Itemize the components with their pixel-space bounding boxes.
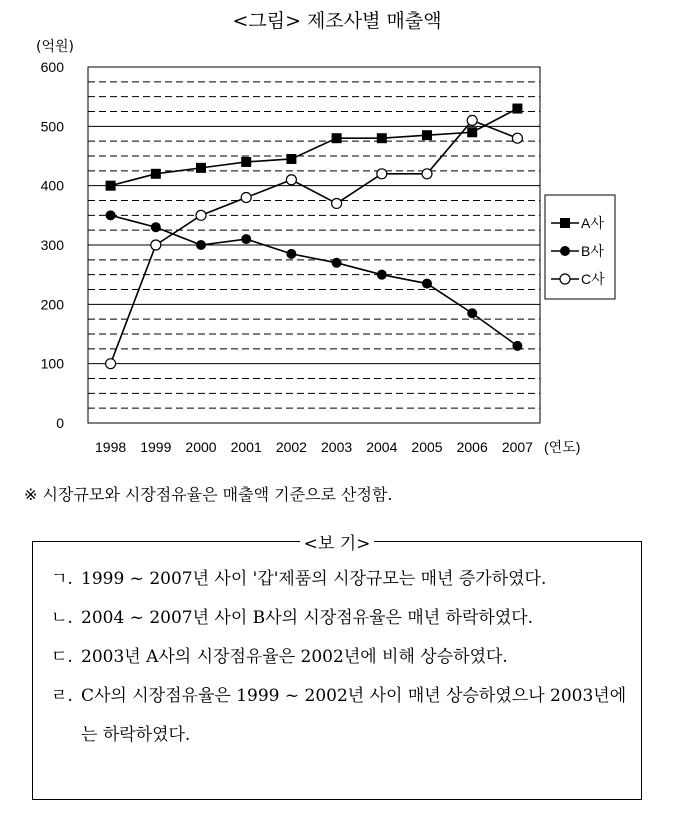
x-axis-unit: (연도): [544, 439, 581, 455]
data-point-0: [467, 127, 477, 137]
data-point-1: [196, 240, 206, 250]
x-tick-label: 2003: [321, 439, 353, 455]
data-point-2: [241, 193, 251, 203]
data-point-0: [422, 130, 432, 140]
x-tick-label: 2001: [230, 439, 262, 455]
data-point-0: [286, 154, 296, 164]
x-tick-label: 1999: [140, 439, 172, 455]
data-point-2: [286, 175, 296, 185]
data-point-1: [512, 341, 522, 351]
data-point-1: [151, 222, 161, 232]
data-point-2: [196, 210, 206, 220]
legend-label: B사: [581, 243, 604, 259]
legend-marker: [560, 246, 570, 256]
series-line-2: [111, 120, 518, 363]
option-marker: ㄷ.: [51, 647, 73, 667]
option-marker: ㄹ.: [51, 686, 73, 706]
data-point-2: [467, 115, 477, 125]
y-axis-unit: (억원): [36, 39, 74, 55]
data-point-0: [332, 133, 342, 143]
option-item: [51, 677, 631, 755]
y-tick-label: 100: [40, 355, 64, 372]
y-tick-label: 500: [40, 118, 64, 135]
x-tick-label: 2006: [456, 439, 488, 455]
data-point-1: [332, 258, 342, 268]
data-point-0: [106, 181, 116, 191]
option-item: [51, 638, 631, 677]
data-point-1: [377, 270, 387, 280]
data-point-2: [422, 169, 432, 179]
y-tick-label: 300: [40, 237, 64, 253]
x-tick-label: 2002: [275, 439, 307, 455]
series-line-0: [111, 109, 518, 186]
x-tick-label: 2000: [185, 439, 217, 455]
data-point-0: [241, 157, 251, 167]
data-point-2: [332, 198, 342, 208]
option-item: [51, 560, 631, 599]
legend-marker: [560, 218, 570, 228]
x-tick-label: 2007: [501, 439, 533, 455]
option-marker: ㄱ.: [51, 569, 73, 589]
data-point-0: [196, 163, 206, 173]
figure-title: <그림> 제조사별 매출액: [232, 10, 442, 32]
data-point-0: [377, 133, 387, 143]
options-box-title: <보 기>: [33, 529, 641, 554]
x-tick-label: 2004: [366, 439, 398, 455]
options-list: [51, 560, 631, 755]
data-point-2: [512, 133, 522, 143]
option-text: 2003년 A사의 시장점유율은 2002년에 비해 상승하였다.: [81, 647, 508, 667]
legend-label: C사: [581, 271, 605, 287]
y-tick-label: 400: [40, 177, 64, 194]
data-point-2: [151, 240, 161, 250]
option-text: 1999 ~ 2007년 사이 '갑'제품의 시장규모는 매년 증가하였다.: [81, 569, 547, 589]
data-point-1: [241, 234, 251, 244]
footnote: ※ 시장규모와 시장점유율은 매출액 기준으로 산정함.: [24, 485, 393, 504]
y-tick-label: 200: [40, 296, 64, 313]
x-tick-label: 1998: [95, 439, 127, 455]
data-point-1: [106, 210, 116, 220]
data-point-1: [467, 308, 477, 318]
data-point-0: [151, 169, 161, 179]
options-box: [32, 534, 642, 800]
option-item: [51, 599, 631, 638]
legend-marker: [560, 274, 570, 284]
data-point-2: [106, 359, 116, 369]
data-point-1: [286, 249, 296, 259]
x-tick-label: 2005: [411, 439, 443, 455]
option-text: 2004 ~ 2007년 사이 B사의 시장점유율은 매년 하락하였다.: [81, 608, 534, 628]
y-tick-label: 0: [56, 415, 64, 431]
legend-label: A사: [581, 215, 604, 231]
data-point-0: [512, 104, 522, 114]
y-tick-label: 600: [40, 59, 64, 75]
option-marker: ㄴ.: [51, 608, 73, 628]
data-point-1: [422, 279, 432, 289]
option-text: C사의 시장점유율은 1999 ~ 2002년 사이 매년 상승하였으나 2003년에는 하락하였다.: [81, 686, 627, 745]
data-point-2: [377, 169, 387, 179]
